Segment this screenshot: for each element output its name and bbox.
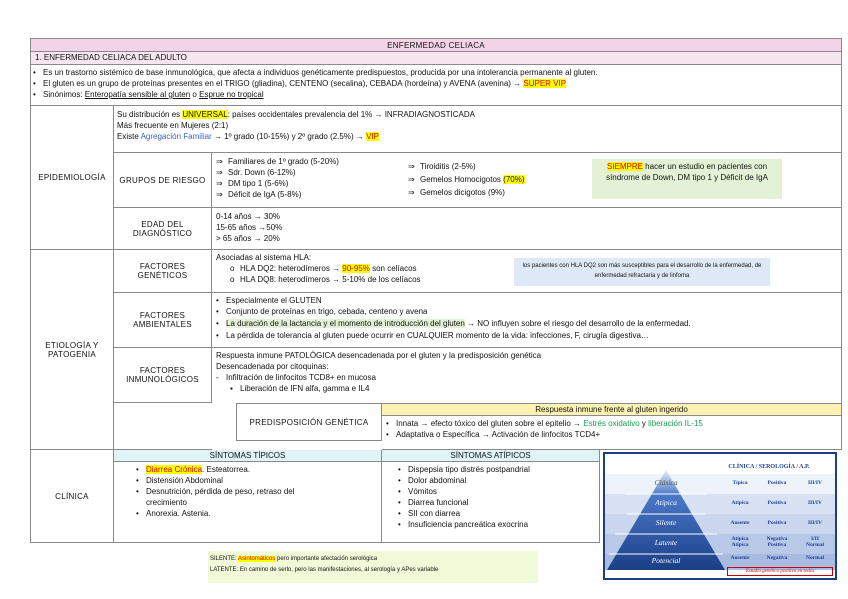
gen-line-1: Asociadas al sistema HLA: [216,253,312,262]
pyramid-level: Clásica [654,478,678,487]
riesgo-item: ⇒ Tiroiditis (2-5%) [408,162,476,171]
gen-line-2: o HLA DQ2: heterodímeros → 90-95% son celíacos [230,264,417,273]
atipico-item: • Dolor abdominal [398,476,467,485]
factores-ambientales-content [212,293,842,348]
atipico-item: • SII con diarrea [398,509,461,518]
level-ap: Normal [805,555,825,561]
riesgo-item: ⇒ Gemelos Homocigotos (70%) [408,175,525,184]
epi-line-3: Existe Agregación Familiar → 1º grado (10-15%) y 2º grado (2.5%) → VIP [117,132,379,141]
grupos-riesgo-content [212,153,842,208]
riesgo-item: ⇒ Familiares de 1º grado (5-20%) [216,157,339,166]
atipico-item: • Dispepsia tipo distrés postpandrial [398,465,530,474]
level-clinica: Típica [732,480,748,486]
edad-item: > 65 años → 20% [216,234,280,243]
inm-line-3: - Infiltración de linfocitos TCD8+ en mucosa [216,373,376,382]
predisposicion-genetica-label: PREDISPOSICIÓN GENÉTICA [236,403,382,441]
amb-item: • La duración de la lactancia y el momento de introducción del gluten → NO influyen sobre el riesgo del desarrollo de la enfermedad. [216,319,691,328]
siempre-note: SIEMPRE hacer un estudio en pacientes con síndrome de Down, DM tipo 1 y Déficit de IgA [592,159,782,199]
level-serologia: Negativa [766,555,788,561]
tipico-item: • Desnutrición, pérdida de peso, retraso del crecimiento [136,487,295,507]
level-ap: III/IV [807,480,823,486]
level-ap: III/IV [807,520,823,526]
riesgo-item: ⇒ DM tipo 1 (5-6%) [216,179,289,188]
level-ap: III/IV [807,500,823,506]
epidemiologia-label: EPIDEMIOLOGÍA [30,106,114,250]
edad-diagnostico-content [212,208,842,250]
section-heading [30,52,842,65]
clinica-serologia-figure [603,452,837,580]
level-clinica: Atípica Atípica [731,536,749,548]
document-title-text: ENFERMEDAD CELIACA [387,40,485,50]
intro-bullet-1: • Es un trastorno sistémico de base inmunológica, que afecta a individuos genéticamente predispuestos, producida por una intolerancia permanente al gluten. [33,68,598,77]
sintomas-tipicos [114,450,382,543]
tipicos-heading: SÍNTOMAS TÍPICOS [114,450,381,462]
document-title [30,38,842,52]
edad-item: 0-14 años → 30% [216,212,281,221]
note-latente: LATENTE: En camino de serlo, pero las manifestaciones, al serología y APes variable [210,567,439,573]
hla-note: los pacientes con HLA DQ2 son más susceptibles para el desarrollo de la enfermedad, de enfermedad refractaria y de linfoma [514,258,770,286]
epidemiologia-summary [114,106,842,153]
epi-line-1: Su distribución es UNIVERSAL: países occidentales prevalencia del 1% → INFRADIAGNOSTICADA [117,110,475,119]
pyramid-level: Potencial [651,556,681,565]
level-serologia: Negativa Positiva [766,536,788,548]
figure-header: CLÍNICA / SEROLOGÍA / A.P. [728,464,810,470]
factores-inmunologicos-content [212,348,842,403]
amb-item: • Conjunto de proteínas en trigo, cebada, centeno y avena [216,307,428,316]
amb-item: • Especialmente el GLUTEN [216,296,322,305]
inm-line-1: Respuesta inmune PATOLÓGICA desencadenada por el gluten y la predisposición genética [216,351,542,360]
etio-spacer [114,403,212,450]
riesgo-item: ⇒ Gemelos dicigotos (9%) [408,188,505,197]
edad-item: 15-65 años →50% [216,223,283,232]
level-serologia: Positiva [767,500,787,506]
riesgo-item: ⇒ Sdr. Down (6-12%) [216,168,296,177]
section-heading-text: 1. ENFERMEDAD CELIACA DEL ADULTO [35,53,187,62]
tipico-item: • Diarrea Crónica. Esteatorrea. [136,465,251,474]
edad-diagnostico-label: EDAD DEL DIAGNÓSTICO [114,208,212,250]
pyramid-level: Silente [655,518,677,527]
factores-inmunologicos-label: FACTORES INMUNOLÓGICOS [114,348,212,403]
atipico-item: • Insuficiencia pancreática exocrina [398,520,529,529]
intro-bullet-3: • Sinónimos: Enteropatía sensible al gluten o Esprue no tropical [33,90,264,99]
inm-line-4: ▪ Liberación de IFN alfa, gamma e IL4 [230,384,370,393]
level-clinica: Atípica [731,500,749,506]
intro-bullet-2: • El gluten es un grupo de proteínas presentes en el TRIGO (gliadina), CENTENO (secalina), CEBADA (hordeína) y AVENA (avenina) → SUPER VIP [33,79,567,88]
atipico-item: • Vómitos [398,487,437,496]
level-clinica: Ausente [730,520,750,526]
atipicos-heading: SÍNTOMAS ATÍPICOS [382,450,599,462]
pre-item: • Adaptativa o Específica → Activación de linfocitos TCD4+ [386,430,601,439]
amb-item: • La pérdida de tolerancia al gluten puede ocurrir en CUALQUIER momento de la vida: infecciones, F, cirugía digestiva… [216,331,649,340]
figure-footer: Estudio genético positivo en todos [727,567,833,576]
factores-geneticos-content [212,250,842,293]
intro-block [30,65,842,106]
sintomas-atipicos [382,450,600,543]
tipico-item: • Distensión Abdominal [136,476,223,485]
inm-line-2: Desencadenada por citoquinas: [216,362,329,371]
silente-latente-note [208,551,538,583]
tipico-item: • Anorexia. Astenia. [136,509,211,518]
level-ap: I/II Normal [805,536,825,548]
grupos-riesgo-label: GRUPOS DE RIESGO [114,153,212,208]
pyramid-level: Atípica [655,498,677,507]
etiologia-label: ETIOLOGÍA Y PATOGENIA [30,250,114,450]
predisposicion-content [382,403,842,450]
note-silente: SILENTE: Asintomáticos pero importante afectación serológica [210,556,378,562]
gen-line-3: o HLA DQ8: heterodímeros → 5-10% de los celíacos [230,275,421,284]
pre-item: • Innata → efecto tóxico del gluten sobre el epitelio → Estrés oxidativo y liberación IL-15 [386,419,703,428]
riesgo-item: ⇒ Déficit de IgA (5-8%) [216,190,302,199]
atipico-item: • Diarrea funcional [398,498,469,507]
predisposicion-heading: Respuesta inmune frente al gluten ingerido [382,404,841,416]
pyramid-level: Latente [654,538,678,547]
level-serologia: Positiva [767,520,787,526]
factores-geneticos-label: FACTORES GENÉTICOS [114,250,212,293]
epi-line-2: Más frecuente en Mujeres (2:1) [117,121,229,130]
factores-ambientales-label: FACTORES AMBIENTALES [114,293,212,348]
clinica-label: CLÍNICA [30,450,114,543]
level-clinica: Ausente [730,555,750,561]
level-serologia: Positiva [767,480,787,486]
